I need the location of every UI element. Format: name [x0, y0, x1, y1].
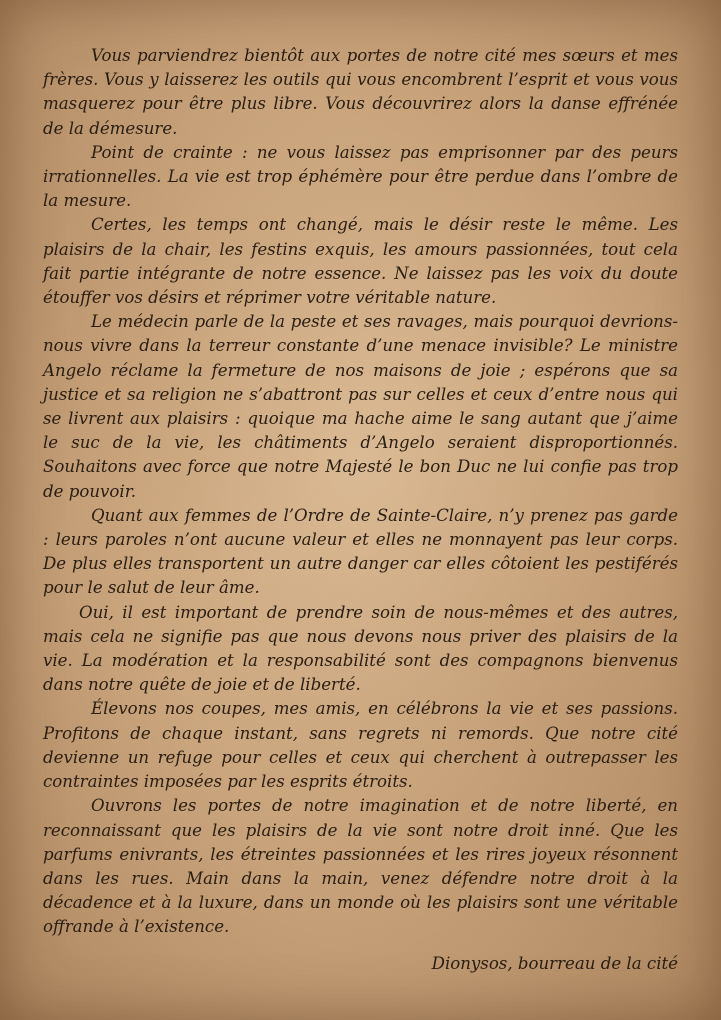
paragraph-6: Oui, il est important de prendre soin de nous-mêmes et des autres, mais cela ne signifie pas que nous devons nous priver des plaisirs de la vie. La modération et la responsabilité sont des compagnons bienvenus dans notre quête de joie et de liberté.: [43, 602, 678, 695]
paragraph-8: Ouvrons les portes de notre imagination et de notre liberté, en reconnaissant que les plaisirs de la vie sont notre droit inné. Que les parfums enivrants, les étreintes passionnées et les rires joyeux résonnent dans les rues. Main dans la main, venez défendre notre droit à la décadence et à la luxure, dans un monde où les plaisirs sont une véritable offrande à l’existence.: [43, 796, 678, 937]
signature: Dionysos, bourreau de la cité: [431, 953, 678, 973]
paragraph-5: Quant aux femmes de l’Ordre de Sainte-Claire, n’y prenez pas garde : leurs paroles n’ont aucune valeur et elles ne monnayent pas leur corps. De plus elles transportent un autre danger car elles côtoient les pestiférés pour le salut de leur âme.: [43, 505, 678, 598]
letter-body: [43, 44, 678, 940]
paragraph-7: Élevons nos coupes, mes amis, en célébrons la vie et ses passions. Profitons de chaque instant, sans regrets ni remords. Que notre cité devienne un refuge pour celles et ceux qui cherchent à outrepasser les contraintes imposées par les esprits étroits.: [43, 699, 678, 792]
paragraph-4: Le médecin parle de la peste et ses ravages, mais pourquoi devrions-nous vivre dans la terreur constante d’une menace invisible? Le ministre Angelo réclame la fermeture de nos maisons de joie ; espérons que sa justice et sa religion ne s’abattront pas sur celles et ceux d’entre nous qui se livrent aux plaisirs : quoique ma hache aime le sang autant que j’aime le suc de la vie, les châtiments d’Angelo seraient disproportionnés. Souhaitons avec force que notre Majesté le bon Duc ne lui confie pas trop de pouvoir.: [43, 312, 678, 501]
paragraph-2: Point de crainte : ne vous laissez pas emprisonner par des peurs irrationnelles. La vie est trop éphémère pour être perdue dans l’ombre de la mesure.: [43, 142, 678, 211]
paragraph-1: Vous parviendrez bientôt aux portes de notre cité mes sœurs et mes frères. Vous y laisserez les outils qui vous encombrent l’esprit et vous vous masquerez pour être plus libre. Vous découvrirez alors la danse effrénée de la démesure.: [43, 46, 678, 138]
paragraph-3: Certes, les temps ont changé, mais le désir reste le même. Les plaisirs de la chair, les festins exquis, les amours passionnées, tout cela fait partie intégrante de notre essence. Ne laissez pas les voix du doute étouffer vos désirs et réprimer votre véritable nature.: [43, 215, 678, 308]
